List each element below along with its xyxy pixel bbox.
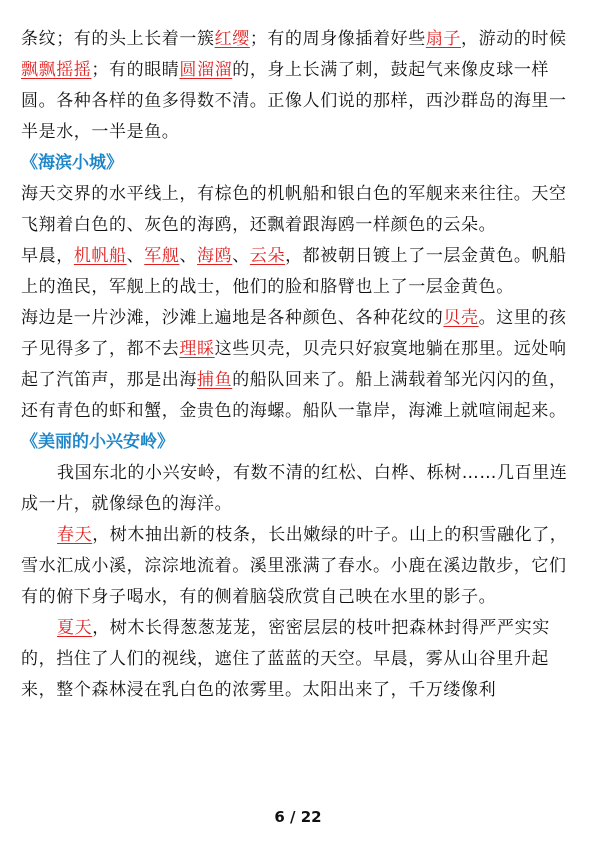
section-heading: 《海滨小城》 [21,153,123,173]
keyword-highlight: 捕鱼 [197,370,233,390]
text-run: ，树木长得葱葱茏茏，密密层层的枝叶把森林封得严严实实的，挡住了人们的视线，遮住了蓝蓝的天空。早晨，雾从山谷里升起来，整个森林浸在乳白色的浓雾里。太阳出来了，千万缕像利 [21,618,550,700]
keyword-highlight: 机帆船 [73,246,127,266]
total-pages: 22 [300,808,322,826]
text-run: 我国东北的小兴安岭，有数不清的红松、白桦、栎树……几百里连成一片，就像绿色的海洋。 [21,463,568,514]
keyword-highlight: 军舰 [144,246,180,266]
paragraph [21,613,571,706]
paragraph [21,241,571,303]
text-run: ，游动的时候 [461,29,567,49]
keyword-highlight: 扇子 [425,29,462,49]
paragraph [21,24,571,148]
document-body [21,24,571,706]
keyword-highlight: 飘飘摇摇 [21,60,92,80]
text-run: ；有的眼睛 [91,60,180,80]
text-run: ，树木抽出新的枝条，长出嫩绿的叶子。山上的积雪融化了，雪水汇成小溪，淙淙地流着。溪里涨满了春水。小鹿在溪边散步，它们有的俯下身子喝水，有的侧着脑袋欣赏自己映在水里的影子。 [21,525,568,607]
paragraph [21,179,571,241]
text-run: 海边是一片沙滩，沙滩上遍地是各种颜色、各种花纹的 [21,308,444,328]
text-run: 条纹；有的头上长着一簇 [21,29,215,49]
keyword-highlight: 春天 [57,525,93,545]
text-run: 、 [232,246,250,266]
keyword-highlight: 贝壳 [443,308,479,328]
text-run: 早晨， [21,246,74,266]
keyword-highlight: 夏天 [57,618,93,638]
paragraph [21,303,571,427]
page-separator: / [290,808,296,826]
current-page: 6 [274,808,285,826]
keyword-highlight: 红缨 [214,29,250,49]
keyword-highlight: 云朵 [249,246,286,266]
text-run: ，都被朝日镀上了一层金黄色。帆船上的渔民，军舰上的战士，他们的脸和胳臂也上了一层金黄色。 [21,246,567,297]
keyword-highlight: 海鸥 [197,246,233,266]
text-run: 海天交界的水平线上，有棕色的机帆船和银白色的军舰来来往往。天空飞翔着白色的、灰色的海鸥，还飘着跟海鸥一样颜色的云朵。 [21,184,567,235]
text-run: 。这里的孩子见得多了，都不去 [21,308,567,359]
page-number [0,808,596,826]
paragraph [21,458,571,520]
section-heading: 《美丽的小兴安岭》 [21,432,174,452]
text-run: 的，身上长满了刺，鼓起气来像皮球一样圆。各种各样的鱼多得数不清。正像人们说的那样，西沙群岛的海里一半是水，一半是鱼。 [21,60,567,142]
text-run: 、 [126,246,145,266]
paragraph [21,520,571,613]
text-run: 、 [179,246,198,266]
text-run: 的船队回来了。船上满载着邹光闪闪的鱼，还有青色的虾和蟹，金贵色的海螺。船队一靠岸，海滩上就喧闹起来。 [21,370,567,421]
keyword-highlight: 理睬 [179,339,215,359]
text-run: ；有的周身像插着好些 [249,29,426,49]
text-run: 这些贝壳，贝壳只好寂寞地躺在那里。远处响起了汽笛声，那是出海 [21,339,567,390]
keyword-highlight: 圆溜溜 [179,60,233,80]
